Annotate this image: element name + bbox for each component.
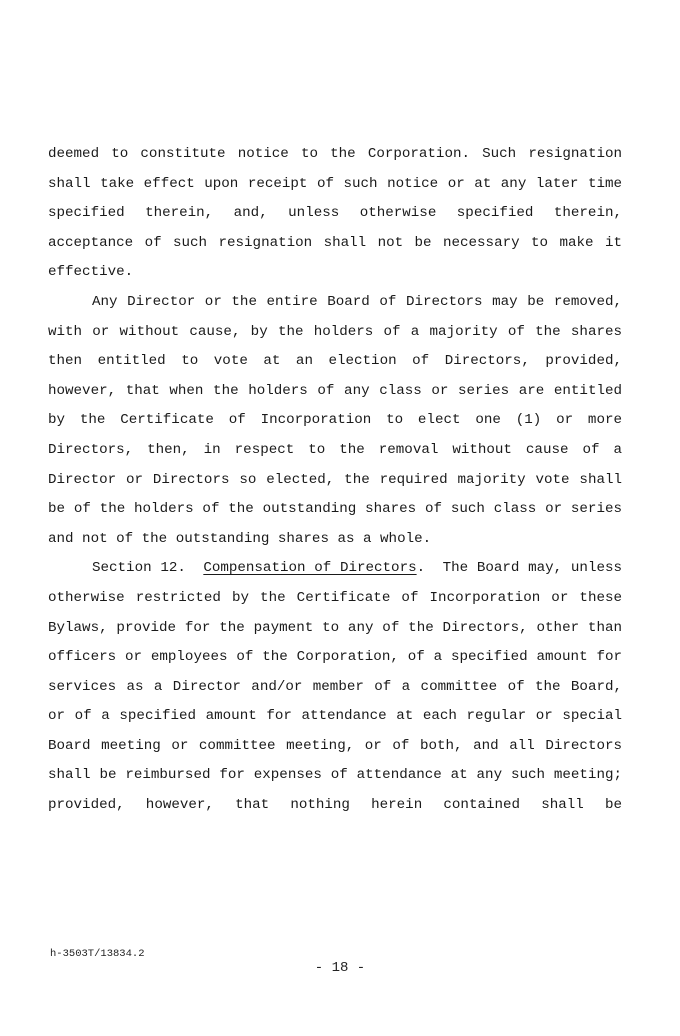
paragraph-compensation-text: The Board may, unless otherwise restricted by the Certificate of Incorporation or these Bylaws, provide for the payment to any of the Directors, other than officers or employees of the Corporation, of a specified amount for services as a Director and/or member of a committee of the Board, or of a specified amount for attendance at each regular or special Board meeting or committee meeting, or of both, and all Directors shall be reimbursed for expenses of attendance at any such meeting; provided, however, that nothing herein contained shall be [48,560,623,814]
section-heading: Compensation of Directors [203,560,417,577]
paragraph-resignation: deemed to constitute notice to the Corporation. Such resignation shall take effect upon receipt of such notice or at any later time specified therein, and, unless otherwise specified therein, acceptance of such resignation shall not be necessary to make it effective. [48,146,622,281]
paragraph-compensation [48,554,622,820]
paragraph-director-removal: Any Director or the entire Board of Directors may be removed, with or without cause, by the holders of a majority of the shares then entitled to vote at an election of Directors, provided, however, that when the holders of any class or series are entitled by the Certificate of Incorporation to elect one (1) or more Directors, then, in respect to the removal without cause of a Director or Directors so elected, the required majority vote shall be of the holders of the outstanding shares of such class or series and not of the outstanding shares as a whole. [48,293,622,547]
page-number: - 18 - [314,960,366,976]
document-body [48,140,622,821]
section-label: Section 12. [92,560,186,577]
section-heading-period: . [416,560,426,577]
document-code: h-3503T/13834.2 [50,948,145,960]
